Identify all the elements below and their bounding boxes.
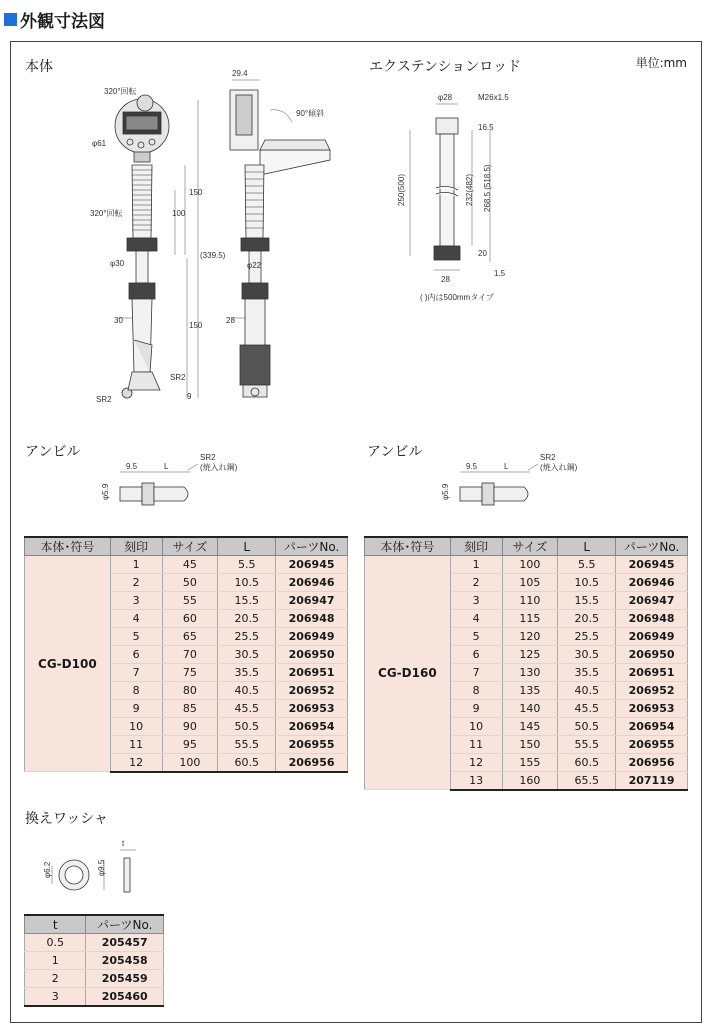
section-body-title: 本体 (25, 59, 53, 75)
col-header-part: パーツNo. (86, 915, 164, 934)
mark-cell: 3 (110, 592, 162, 610)
mark-cell: 5 (110, 628, 162, 646)
table-header-row (365, 537, 688, 556)
anvil-left-dim-sr2: SR2 (200, 453, 216, 462)
mark-cell: 6 (110, 646, 162, 664)
part-no-cell: 206948 (616, 610, 688, 628)
part-no-cell: 206953 (276, 700, 348, 718)
table-cg-d100 (24, 536, 348, 773)
body-dim-phi61: φ61 (92, 139, 107, 148)
col-header-part: パーツNo. (616, 537, 688, 556)
mark-cell: 10 (110, 718, 162, 736)
t-cell: 1 (25, 952, 86, 970)
body-dim-tilt90: 90°傾斜 (296, 109, 325, 118)
part-no-cell: 205458 (86, 952, 164, 970)
l-cell: 5.5 (218, 556, 276, 574)
table-row (25, 970, 164, 988)
washer-dim-t: t (122, 839, 125, 848)
col-header-mark: 刻印 (450, 537, 502, 556)
col-header-part: パーツNo. (276, 537, 348, 556)
section-washer-title: 換えワッシャ (25, 811, 109, 827)
mark-cell: 2 (450, 574, 502, 592)
mark-cell: 13 (450, 772, 502, 790)
table-row (25, 988, 164, 1006)
part-no-cell: 206945 (616, 556, 688, 574)
size-cell: 150 (502, 736, 558, 754)
l-cell: 65.5 (558, 772, 616, 790)
size-cell: 95 (162, 736, 218, 754)
part-no-cell: 206949 (616, 628, 688, 646)
part-no-cell: 205457 (86, 934, 164, 952)
body-dim-30: 30 (114, 316, 123, 325)
part-no-cell: 206949 (276, 628, 348, 646)
anvil-left-dim-phi5-9: φ5.9 (101, 483, 110, 500)
body-dim-100: 100 (172, 209, 186, 218)
l-cell: 55.5 (558, 736, 616, 754)
mark-cell: 11 (110, 736, 162, 754)
size-cell: 65 (162, 628, 218, 646)
rod-dim-20: 20 (478, 249, 487, 258)
l-cell: 10.5 (558, 574, 616, 592)
rod-dim-232: 232(482) (465, 173, 474, 206)
part-no-cell: 206955 (276, 736, 348, 754)
part-no-cell: 206946 (616, 574, 688, 592)
part-no-cell: 206952 (616, 682, 688, 700)
col-header-size: サイズ (162, 537, 218, 556)
col-header-t: t (25, 915, 86, 934)
table-row (25, 934, 164, 952)
section-anvil-right-title: アンビル (367, 444, 423, 460)
l-cell: 5.5 (558, 556, 616, 574)
l-cell: 30.5 (558, 646, 616, 664)
anvil-right-dim-sr2: SR2 (540, 453, 556, 462)
size-cell: 140 (502, 700, 558, 718)
anvil-left-dim-L: L (164, 462, 169, 471)
part-no-cell: 206951 (616, 664, 688, 682)
body-dim-sr2a: SR2 (96, 395, 112, 404)
part-no-cell: 206946 (276, 574, 348, 592)
anvil-left-drawing (90, 452, 270, 520)
size-cell: 105 (502, 574, 558, 592)
rod-dim-m26: M26x1.5 (478, 93, 509, 102)
table-washer (24, 914, 164, 1007)
mark-cell: 4 (450, 610, 502, 628)
rod-note: ( )内は500mmタイプ (420, 293, 494, 302)
anvil-right-dim-L: L (504, 462, 509, 471)
mark-cell: 8 (110, 682, 162, 700)
part-no-cell: 207119 (616, 772, 688, 790)
mark-cell: 12 (110, 754, 162, 772)
l-cell: 15.5 (218, 592, 276, 610)
size-cell: 85 (162, 700, 218, 718)
size-cell: 135 (502, 682, 558, 700)
size-cell: 110 (502, 592, 558, 610)
part-no-cell: 206950 (616, 646, 688, 664)
mark-cell: 7 (110, 664, 162, 682)
part-no-cell: 206955 (616, 736, 688, 754)
mark-cell: 1 (450, 556, 502, 574)
body-dim-sr2b: SR2 (170, 373, 186, 382)
col-header-L: L (558, 537, 616, 556)
body-dim-rotate320-top: 320°回転 (104, 87, 137, 96)
rod-dim-250: 250(500) (397, 173, 406, 206)
col-header-mark: 刻印 (110, 537, 162, 556)
size-cell: 115 (502, 610, 558, 628)
washer-dim-phi6-2: φ6.2 (43, 861, 52, 878)
part-no-cell: 206956 (276, 754, 348, 772)
table-header-row (25, 915, 164, 934)
part-no-cell: 206956 (616, 754, 688, 772)
size-cell: 100 (162, 754, 218, 772)
section-anvil-left-title: アンビル (25, 444, 81, 460)
rod-dim-phi28: φ28 (438, 93, 453, 102)
size-cell: 90 (162, 718, 218, 736)
part-no-cell: 206947 (276, 592, 348, 610)
table-header-row (25, 537, 348, 556)
size-cell: 45 (162, 556, 218, 574)
anvil-right-dim-sr2-note: (焼入れ鋼) (540, 463, 578, 472)
mark-cell: 5 (450, 628, 502, 646)
l-cell: 10.5 (218, 574, 276, 592)
table-row (25, 556, 348, 574)
mark-cell: 9 (450, 700, 502, 718)
unit-label: 単位:mm (635, 56, 687, 70)
l-cell: 60.5 (558, 754, 616, 772)
body-dim-phi22: φ22 (247, 261, 262, 270)
rod-dim-28: 28 (441, 275, 450, 284)
page-title: 外観寸法図 (4, 8, 105, 30)
size-cell: 160 (502, 772, 558, 790)
size-cell: 55 (162, 592, 218, 610)
part-no-cell: 205460 (86, 988, 164, 1006)
l-cell: 25.5 (218, 628, 276, 646)
l-cell: 15.5 (558, 592, 616, 610)
mark-cell: 9 (110, 700, 162, 718)
body-dim-phi30: φ30 (110, 259, 125, 268)
l-cell: 55.5 (218, 736, 276, 754)
l-cell: 20.5 (218, 610, 276, 628)
size-cell: 80 (162, 682, 218, 700)
mark-cell: 6 (450, 646, 502, 664)
mark-cell: 1 (110, 556, 162, 574)
mark-cell: 2 (110, 574, 162, 592)
col-header-size: サイズ (502, 537, 558, 556)
t-cell: 2 (25, 970, 86, 988)
mark-cell: 10 (450, 718, 502, 736)
washer-drawing (30, 836, 170, 900)
body-dim-339-5: (339.5) (200, 251, 226, 260)
l-cell: 30.5 (218, 646, 276, 664)
mark-cell: 11 (450, 736, 502, 754)
size-cell: 75 (162, 664, 218, 682)
part-no-cell: 206952 (276, 682, 348, 700)
model-cell: CG-D160 (365, 556, 451, 790)
rod-dim-16-5: 16.5 (478, 123, 494, 132)
washer-dim-phi9-5: φ9.5 (97, 859, 106, 876)
section-rod-title: エクステンションロッド (369, 59, 521, 75)
l-cell: 60.5 (218, 754, 276, 772)
size-cell: 100 (502, 556, 558, 574)
mark-cell: 4 (110, 610, 162, 628)
col-header-model: 本体･符号 (25, 537, 111, 556)
size-cell: 50 (162, 574, 218, 592)
col-header-L: L (218, 537, 276, 556)
part-no-cell: 206951 (276, 664, 348, 682)
rod-drawing (0, 0, 716, 320)
part-no-cell: 206954 (276, 718, 348, 736)
body-dim-29-4: 29.4 (232, 69, 248, 78)
col-header-model: 本体･符号 (365, 537, 451, 556)
part-no-cell: 206950 (276, 646, 348, 664)
anvil-left-dim-9-5: 9.5 (126, 462, 138, 471)
mark-cell: 7 (450, 664, 502, 682)
size-cell: 70 (162, 646, 218, 664)
body-dim-150b: 150 (189, 321, 203, 330)
anvil-right-dim-phi5-9: φ5.9 (441, 483, 450, 500)
model-cell: CG-D100 (25, 556, 111, 772)
l-cell: 40.5 (218, 682, 276, 700)
part-no-cell: 206954 (616, 718, 688, 736)
anvil-right-drawing (430, 452, 610, 520)
mark-cell: 12 (450, 754, 502, 772)
l-cell: 45.5 (558, 700, 616, 718)
size-cell: 145 (502, 718, 558, 736)
body-dim-28: 28 (226, 316, 235, 325)
mark-cell: 8 (450, 682, 502, 700)
mark-cell: 3 (450, 592, 502, 610)
l-cell: 25.5 (558, 628, 616, 646)
t-cell: 3 (25, 988, 86, 1006)
l-cell: 45.5 (218, 700, 276, 718)
table-cg-d160 (364, 536, 688, 791)
anvil-right-dim-9-5: 9.5 (466, 462, 478, 471)
part-no-cell: 205459 (86, 970, 164, 988)
size-cell: 125 (502, 646, 558, 664)
anvil-left-dim-sr2-note: (焼入れ鋼) (200, 463, 238, 472)
rod-dim-268: 268.5 (518.5) (483, 164, 492, 212)
t-cell: 0.5 (25, 934, 86, 952)
body-dim-rotate320-mid: 320°回転 (90, 209, 123, 218)
table-row (365, 556, 688, 574)
rod-dim-1-5: 1.5 (494, 269, 506, 278)
part-no-cell: 206947 (616, 592, 688, 610)
l-cell: 50.5 (558, 718, 616, 736)
table-row (25, 952, 164, 970)
part-no-cell: 206948 (276, 610, 348, 628)
part-no-cell: 206945 (276, 556, 348, 574)
l-cell: 35.5 (218, 664, 276, 682)
size-cell: 130 (502, 664, 558, 682)
body-dim-150a: 150 (189, 188, 203, 197)
l-cell: 35.5 (558, 664, 616, 682)
size-cell: 120 (502, 628, 558, 646)
l-cell: 50.5 (218, 718, 276, 736)
l-cell: 20.5 (558, 610, 616, 628)
body-dim-9: 9 (187, 392, 192, 401)
part-no-cell: 206953 (616, 700, 688, 718)
size-cell: 60 (162, 610, 218, 628)
size-cell: 155 (502, 754, 558, 772)
l-cell: 40.5 (558, 682, 616, 700)
